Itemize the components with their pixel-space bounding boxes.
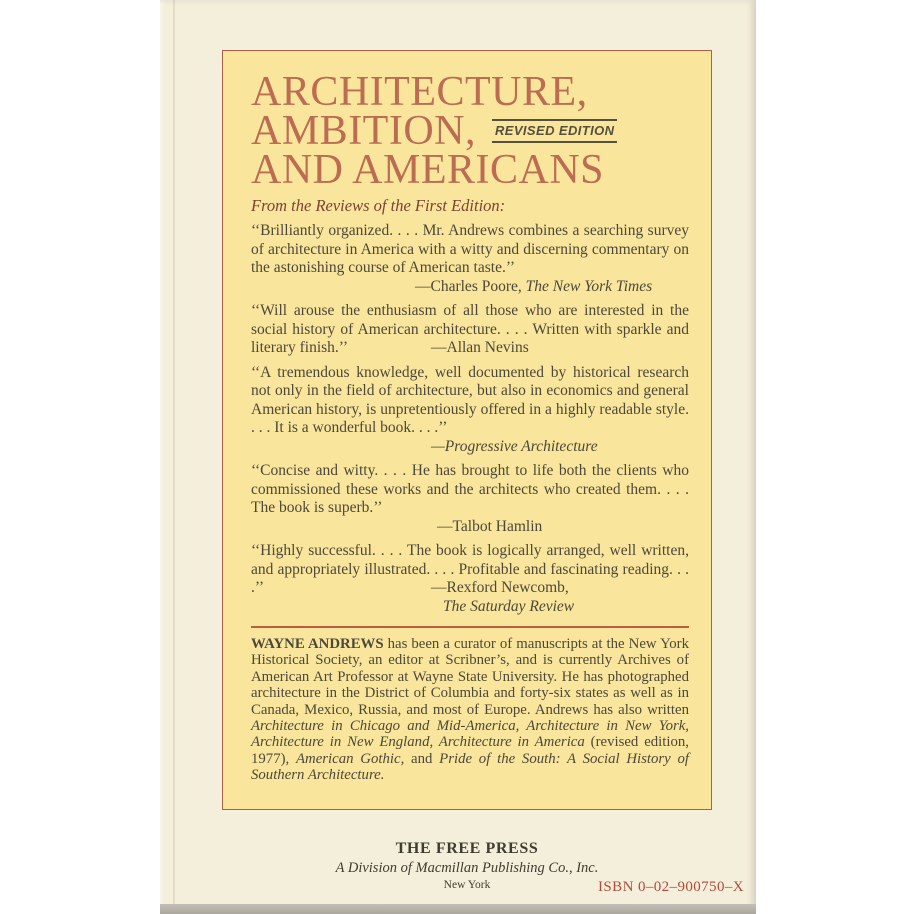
- review-5-attribution-line2: The Saturday Review: [443, 597, 575, 615]
- cover-surface: [160, 0, 756, 914]
- review-3: [251, 364, 689, 457]
- reviews-heading: From the Reviews of the First Edition:: [251, 196, 506, 215]
- review-1-attribution: —Charles Poore, The New York Times: [415, 277, 653, 295]
- book-bottom-edge: [160, 904, 756, 914]
- review-4: [251, 462, 689, 536]
- review-5-attribution: —Rexford Newcomb,: [431, 579, 569, 596]
- publisher-division: A Division of Macmillan Publishing Co., Inc.: [335, 860, 599, 876]
- publisher-name: THE FREE PRESS: [395, 840, 539, 857]
- review-3-quote: ‘‘A tremendous knowledge, well documented by historical research not only in the field of architecture, but also in economics and general American history, is unpretentiously offered in a highly readable style. . . . It is a wonderful book. . . .’’: [251, 363, 689, 436]
- title-line-1: ARCHITECTURE,: [251, 69, 588, 115]
- isbn-text: ISBN 0–02–900750–X: [598, 879, 744, 895]
- edition-badge: REVISED EDITION: [492, 119, 617, 143]
- review-1: [251, 222, 689, 296]
- spine-crease: [173, 0, 175, 914]
- publisher-city: New York: [443, 879, 491, 891]
- title-line-2-row: [251, 108, 689, 154]
- title-line-2: AMBITION,: [251, 108, 476, 154]
- book-title: [251, 69, 689, 193]
- review-2-attribution: —Allan Nevins: [431, 339, 529, 356]
- review-1-quote: ‘‘Brilliantly organized. . . . Mr. Andrews combines a searching survey of architecture in America with a witty and discerning commentary on the astonishing course of American taste.’’: [251, 222, 689, 276]
- review-4-quote: ‘‘Concise and witty. . . . He has brought to life both the clients who commissioned these works and the architects who created them. . . . The book is superb.’’: [251, 462, 689, 516]
- yellow-panel: [222, 50, 712, 810]
- title-line-3: AND AMERICANS: [251, 147, 605, 193]
- review-3-attribution: —Progressive Architecture: [431, 437, 598, 455]
- review-5-quote: ‘‘Highly successful. . . . The book is logically arranged, well written, and appropriately illustrated. . . . Profitable and fascinating reading. . . .’’: [251, 542, 689, 596]
- review-5: [251, 542, 689, 616]
- review-4-attribution: —Talbot Hamlin: [437, 517, 543, 535]
- divider-rule: [251, 626, 689, 628]
- review-2-quote: ‘‘Will arouse the enthusiasm of all those who are interested in the social history of American architecture. . . . Written with sparkle and literary finish.’’: [251, 302, 689, 356]
- review-2: [251, 302, 689, 358]
- author-bio: WAYNE ANDREWS has been a curator of manuscripts at the New York Historical Society, an editor at Scribner’s, and is currently Archives of American Art Professor at Wayne State University. He has photographed architecture in the District of Columbia and forty-six states as well as in Canada, Mexico, Russia, and most of Europe. Andrews has also written Architecture in Chicago and Mid-America, Architecture in New York, Architecture in New England, Architecture in America (revised edition, 1977), American Gothic, and Pride of the South: A Social History of Southern Architecture.: [251, 636, 690, 784]
